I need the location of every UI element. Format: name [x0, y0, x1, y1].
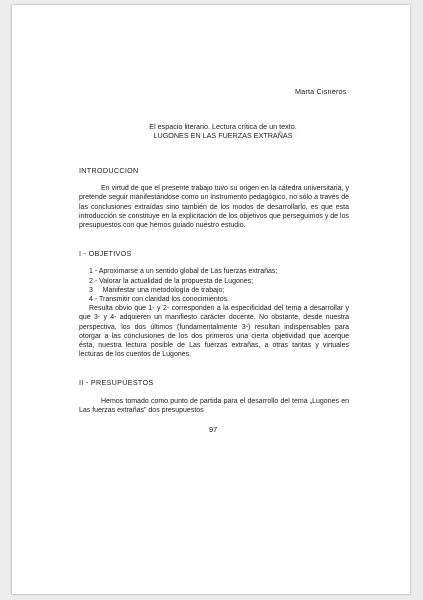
list-item: 1 - Aproximarse a un sentido global de Las fuerzas extrañas;: [89, 268, 278, 276]
section-heading-introduccion: INTRODUCCION: [79, 166, 139, 175]
list-item: 3 Manifestar una metodología de trabajo;: [89, 286, 225, 294]
paragraph-objetivos: Resulta obvio que 1- y 2- corresponden a la especificidad del tema a desarrollar y que 3- y 4- adquieren un manifiesto carácter docente. No obstante, desde nuestra perspectiva, los dos últimos (fundamentalmente 3-) resultan indispensables para otorgar a las conclusiones de los dos primeros una cierta objetividad que acerque ésta, nuestra lectura posible de Las fuerzas extrañas, a otras tantas y virtuales lecturas de los cuentos de Lugones.: [79, 305, 349, 359]
section-heading-presupuestos: II - PRESUPUESTOS: [79, 378, 154, 388]
title-line-2: LUGONES EN LAS FUERZAS EXTRAÑAS: [153, 131, 293, 140]
author-name: Marta Cisneros: [295, 87, 347, 96]
paragraph-presupuestos: Hemos tomado como punto de partida para el desarrollo del tema „Lugones en Las fuerzas extrañas" dos presupuestos: [79, 397, 349, 414]
page-number: 97: [209, 425, 218, 434]
title-block: [123, 122, 323, 140]
objectives-list: [79, 267, 349, 304]
list-item: 4 - Transmitir con claridad los conocimientos.: [89, 296, 230, 304]
title-line-1: El espacio literario. Lectura crítica de un texto.: [149, 122, 297, 131]
document-page: [12, 5, 410, 594]
document-body: [79, 166, 349, 415]
list-item: 2 - Valorar la actualidad de la propuesta de Lugones;: [89, 277, 254, 285]
section-heading-objetivos: I - OBJETIVOS: [79, 249, 132, 259]
paragraph-introduccion: En virtud de que el presente trabajo tuvo su origen en la cátedra universitaria, y pretende seguir manifestándose como un instrumento pedagógico, no sólo a través de las conclusiones extraídas sino también de los modos de desarrollarlo, es que esta introducción se constituye en la explicitación de los objetivos que perseguimos y de los presupuestos con que hemos guiado nuestro estudio.: [79, 185, 349, 230]
